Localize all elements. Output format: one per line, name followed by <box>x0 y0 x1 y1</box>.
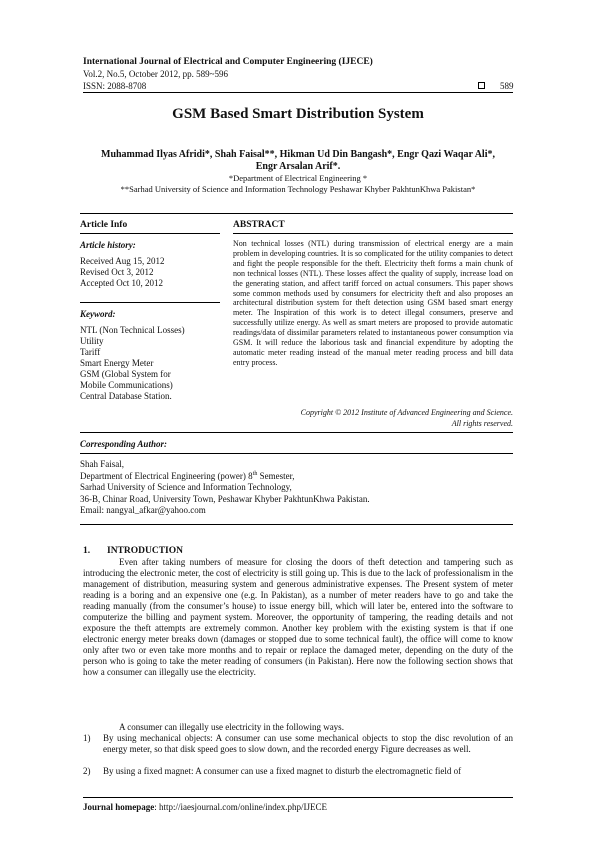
abstract-sub-rule <box>233 233 513 234</box>
author-address: 36-B, Chinar Road, University Town, Peshawar Khyber PakhtunKhwa Pakistan. <box>80 493 370 504</box>
homepage-label: Journal homepage <box>83 802 155 812</box>
affiliation-2: **Sarhad University of Science and Information Technology Peshawar Khyber PakhtunKhwa Pakistan* <box>120 184 476 194</box>
list-number: 2) <box>83 766 91 776</box>
intro-paragraph-1: Even after taking numbers of measure for closing the doors of theft detection and tampering such as introducing the electronic meter, the cost of electricity is still going up. This is due to the lack of professionalism in the management of distribution, measuring system and generous administrative expenses. The Present system of meter reading is a boring and an expensive one (e.g. In Pakistan), as a number of meter readers have to go and take the reading manually (from the consumer’s house) to issue energy bill, which will later be, entered into the software to computerize the billing and payment system. Moreover, the opportunity of tampering, the reading details and not exposure the theft attempts are extremely common. Another key problem with the existing system is that if one electronic energy meter breaks down (damages or stopped due to some technical fault), the office will come to know only after two or even take more months and to repair or replace the damaged meter, depending on the duty of the person who is going to take the meter reading of consumers (in Pakistan). Here now the following section shows that how a consumer can illegally use the electricity. <box>83 557 513 677</box>
info-bottom-rule <box>80 524 513 525</box>
copyright-line-1: Copyright © 2012 Institute of Advanced Engineering and Science. <box>300 408 513 417</box>
received-date: Received Aug 15, 2012 <box>80 256 165 266</box>
paper-title: GSM Based Smart Distribution System <box>172 106 424 122</box>
keyword-item: Tariff <box>80 347 101 357</box>
intro-heading: INTRODUCTION <box>107 546 184 556</box>
keyword-item: Central Database Station. <box>80 391 172 401</box>
author-department <box>80 471 370 483</box>
list-item: By using a fixed magnet: A consumer can use a fixed magnet to disturb the electromagnetic field of <box>103 766 462 776</box>
author-university: Sarhad University of Science and Information Technology, <box>80 482 292 492</box>
list-item: By using mechanical objects: A consumer can use some mechanical objects to stop the disc revolution of an energy meter, so that disk speed goes to slow down, and the recorded energy Figure decreases as well. <box>103 733 513 754</box>
list-number: 1) <box>83 733 91 743</box>
department-text-end: Semester, <box>257 470 295 481</box>
article-info-heading: Article Info <box>80 220 128 230</box>
intro-number: 1. <box>83 546 91 556</box>
info-sub-rule <box>80 233 220 234</box>
journal-homepage <box>83 802 327 812</box>
revised-date: Revised Oct 3, 2012 <box>80 267 154 277</box>
page-number: 589 <box>500 81 514 91</box>
keyword-item: NTL (Non Technical Losses) <box>80 325 185 335</box>
header-rule <box>83 92 513 93</box>
abstract-text: Non technical losses (NTL) during transmission of electrical energy are a main problem in developing countries. It is so complicated for the utility companies to detect and fight the people responsible for the theft. Electricity theft forms a main chunk of non technical losses (NTL). These losses affect the quality of supply, increase load on the generating station, and affect tariff forced on actual consumers. This paper shows some common methods used by consumers for electricity theft and also proposes an architectural distribution system for theft detection using GSM based smart energy meter. The Inspiration of this work is to detect illegal consumers, preserve and successfully utilize energy. As well as smart meters are proposed to provide automatic readings/data of dissimilar parameters related to instantaneous power consumption via GSM. It will reduce the laborious task and financial expenditure by adopting the automatic meter reading instead of the manual meter reading process and bill data entry process. <box>233 239 513 367</box>
author-email: Email: nangyal_afkar@yahoo.com <box>80 505 206 515</box>
abstract-heading: ABSTRACT <box>233 220 285 230</box>
info-top-rule <box>80 213 513 214</box>
keyword-item: Utility <box>80 336 104 346</box>
keyword-rule <box>80 302 220 303</box>
keyword-list <box>80 325 185 402</box>
authors <box>83 149 513 173</box>
authors-line-1: Muhammad Ilyas Afridi*, Shah Faisal**, Hikman Ud Din Bangash*, Engr Qazi Waqar Ali*, <box>101 149 495 160</box>
department-text: Department of Electrical Engineering (power) 8 <box>80 470 253 481</box>
homepage-url[interactable]: : http://iaesjournal.com/online/index.php/IJECE <box>154 802 327 812</box>
intro-paragraph-2: A consumer can illegally use electricity in the following ways. <box>119 722 344 732</box>
journal-issn: ISSN: 2088-8708 <box>83 81 147 91</box>
journal-volume: Vol.2, No.5, October 2012, pp. 589~596 <box>83 69 228 79</box>
footer-rule <box>83 797 513 798</box>
corresponding-heading: Corresponding Author: <box>80 439 167 449</box>
square-icon <box>478 82 485 89</box>
corresponding-sub-rule <box>80 453 513 454</box>
keyword-heading: Keyword: <box>80 309 116 319</box>
author-name: Shah Faisal, <box>80 459 124 469</box>
journal-name: International Journal of Electrical and Computer Engineering (IJECE) <box>83 57 373 67</box>
keyword-item: Mobile Communications) <box>80 380 173 390</box>
article-history-heading: Article history: <box>80 240 136 250</box>
accepted-date: Accepted Oct 10, 2012 <box>80 278 163 288</box>
affiliation-1: *Department of Electrical Engineering * <box>228 173 368 183</box>
corresponding-top-rule <box>80 432 513 433</box>
keyword-item: GSM (Global System for <box>80 369 171 379</box>
department-sup: th <box>252 470 258 477</box>
keyword-item: Smart Energy Meter <box>80 358 154 368</box>
copyright <box>233 407 513 429</box>
authors-line-2: Engr Arsalan Arif*. <box>255 161 341 172</box>
corresponding-details <box>80 459 370 517</box>
copyright-line-2: All rights reserved. <box>451 419 513 428</box>
